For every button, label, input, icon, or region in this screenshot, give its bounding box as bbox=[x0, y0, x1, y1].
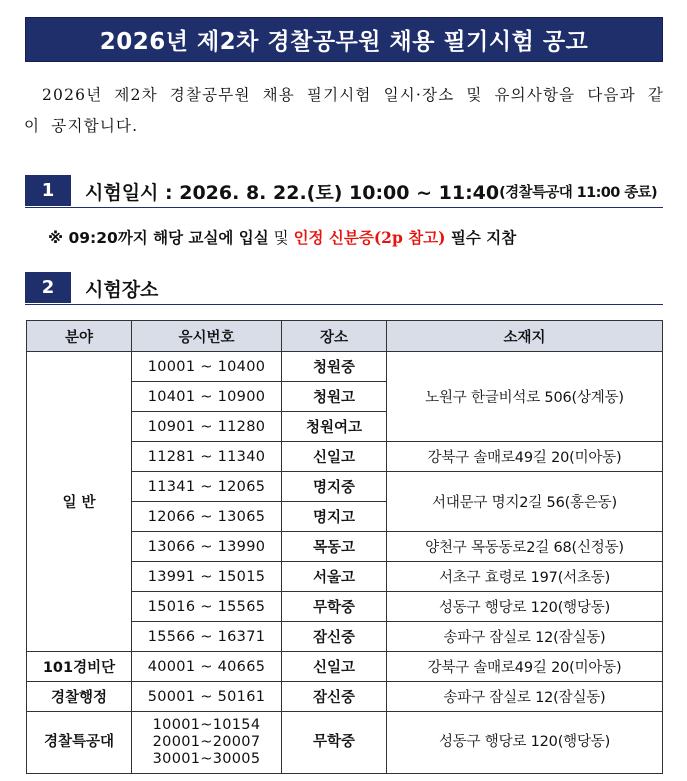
site-name: 명지고 bbox=[282, 502, 387, 532]
header-exam-number: 응시번호 bbox=[132, 321, 282, 352]
notice-must-bring: 필수 지참 bbox=[445, 229, 517, 247]
site-name: 무학중 bbox=[282, 592, 387, 622]
intro-paragraph: 2026년 제2차 경찰공무원 채용 필기시험 일시·장소 및 유의사항을 다음과 같이 공지합니다. bbox=[24, 86, 664, 135]
site-address: 서초구 효령로 197(서초동) bbox=[387, 562, 663, 592]
section-heading bbox=[85, 175, 657, 207]
exam-number-range: 11341 ~ 12065 bbox=[132, 472, 282, 502]
site-name: 무학중 bbox=[282, 712, 387, 774]
entry-notice bbox=[48, 226, 668, 248]
exam-number-range: 15016 ~ 15565 bbox=[132, 592, 282, 622]
section-heading: 시험장소 bbox=[85, 278, 159, 301]
page-title: 2026년 제2차 경찰공무원 채용 필기시험 공고 bbox=[25, 17, 663, 62]
exam-number-range: 50001 ~ 50161 bbox=[132, 682, 282, 712]
table-row bbox=[27, 352, 663, 382]
exam-number-range: 11281 ~ 11340 bbox=[132, 442, 282, 472]
exam-number-ranges bbox=[132, 712, 282, 774]
exam-datetime: 시험일시 : 2026. 8. 22.(토) 10:00 ~ 11:40 bbox=[85, 181, 500, 204]
exam-number-range: 40001 ~ 40665 bbox=[132, 652, 282, 682]
site-address: 성동구 행당로 120(행당동) bbox=[387, 712, 663, 774]
header-site: 장소 bbox=[282, 321, 387, 352]
site-address: 강북구 솔매로49길 20(미아동) bbox=[387, 652, 663, 682]
site-name: 서울고 bbox=[282, 562, 387, 592]
site-name: 잠신중 bbox=[282, 682, 387, 712]
site-name: 신일고 bbox=[282, 652, 387, 682]
site-name: 명지중 bbox=[282, 472, 387, 502]
field-name: 101경비단 bbox=[27, 652, 132, 682]
notice-entry-time: ※ 09:20까지 해당 교실에 입실 bbox=[48, 229, 269, 247]
header-field: 분야 bbox=[27, 321, 132, 352]
site-name: 청원여고 bbox=[282, 412, 387, 442]
site-name: 목동고 bbox=[282, 532, 387, 562]
site-name: 청원중 bbox=[282, 352, 387, 382]
exam-number-range: 10001 ~ 10400 bbox=[132, 352, 282, 382]
exam-number-range: 30001~30005 bbox=[152, 751, 261, 767]
field-general: 일 반 bbox=[27, 352, 132, 652]
notice-conjunction: 및 bbox=[268, 229, 294, 247]
exam-number-range: 12066 ~ 13065 bbox=[132, 502, 282, 532]
exam-number-range: 10401 ~ 10900 bbox=[132, 382, 282, 412]
site-address: 서대문구 명지2길 56(홍은동) bbox=[387, 472, 663, 532]
notice-id-required: 인정 신분증(2p 참고) bbox=[293, 228, 446, 247]
section-number-badge: 1 bbox=[25, 175, 71, 206]
site-address: 송파구 잠실로 12(잠실동) bbox=[387, 682, 663, 712]
exam-number-range: 10901 ~ 11280 bbox=[132, 412, 282, 442]
field-name: 경찰행정 bbox=[27, 682, 132, 712]
header-address: 소재지 bbox=[387, 321, 663, 352]
site-address: 송파구 잠실로 12(잠실동) bbox=[387, 622, 663, 652]
section-exam-datetime bbox=[25, 175, 663, 208]
site-address: 노원구 한글비석로 506(상계동) bbox=[387, 352, 663, 442]
section-number-badge: 2 bbox=[25, 272, 71, 303]
site-name: 청원고 bbox=[282, 382, 387, 412]
section-exam-venue bbox=[25, 272, 663, 305]
site-address: 강북구 솔매로49길 20(미아동) bbox=[387, 442, 663, 472]
exam-number-range: 15566 ~ 16371 bbox=[132, 622, 282, 652]
exam-number-range: 10001~10154 bbox=[152, 717, 261, 733]
site-name: 잠신중 bbox=[282, 622, 387, 652]
site-address: 양천구 목동동로2길 68(신정동) bbox=[387, 532, 663, 562]
table-row bbox=[27, 652, 663, 682]
table-header-row bbox=[27, 321, 663, 352]
exam-number-range: 13991 ~ 15015 bbox=[132, 562, 282, 592]
table-row bbox=[27, 712, 663, 774]
exam-number-range: 20001~20007 bbox=[152, 734, 261, 750]
exam-number-range: 13066 ~ 13990 bbox=[132, 532, 282, 562]
venue-table bbox=[26, 320, 663, 774]
special-unit-end-note: (경찰특공대 11:00 종료) bbox=[499, 184, 658, 201]
field-name: 경찰특공대 bbox=[27, 712, 132, 774]
site-address: 성동구 행당로 120(행당동) bbox=[387, 592, 663, 622]
table-row bbox=[27, 682, 663, 712]
site-name: 신일고 bbox=[282, 442, 387, 472]
